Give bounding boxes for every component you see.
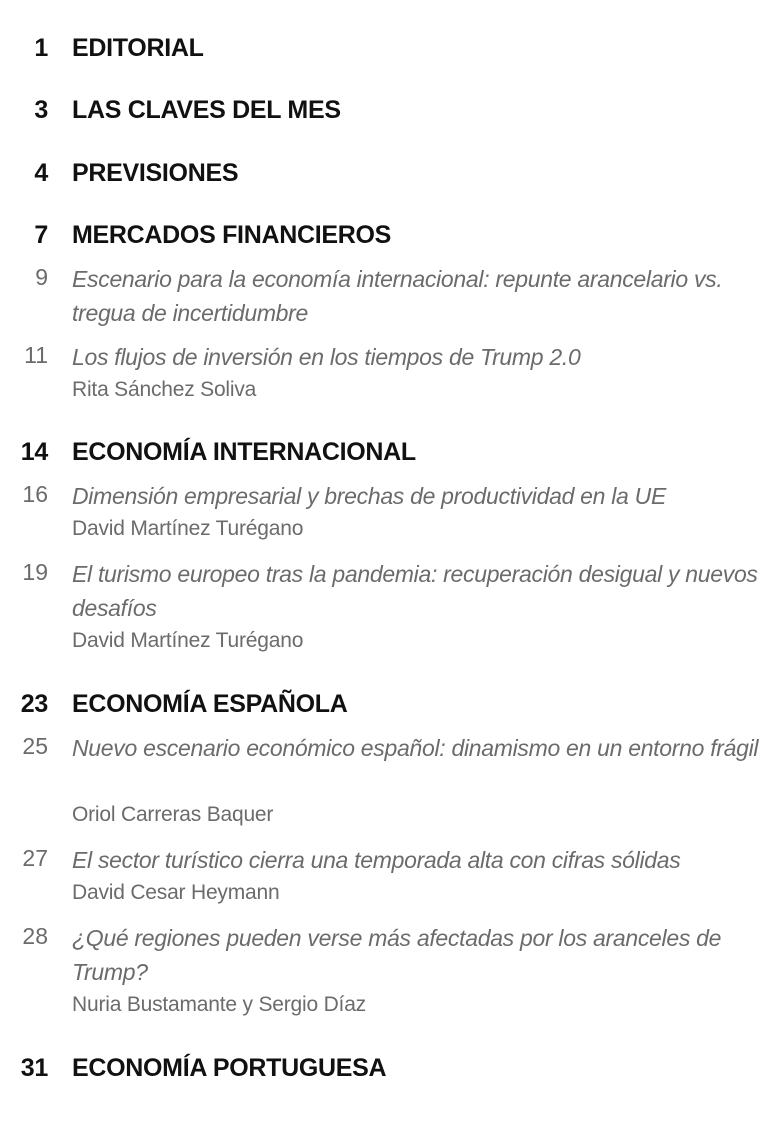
article-author: David Cesar Heymann	[72, 881, 280, 904]
article-title: El sector turístico cierra una temporada alta con cifras sólidas	[72, 847, 681, 873]
article-title: El turismo europeo tras la pandemia: recuperación desigual y nuevos desafíos	[72, 561, 758, 621]
article-page-number: 19	[22, 559, 48, 585]
section-page-number: 23	[20, 690, 48, 718]
article-page-number: 9	[35, 264, 48, 290]
article-author: Oriol Carreras Baquer	[72, 803, 274, 826]
article-page-number: 16	[22, 481, 48, 507]
article-title: Nuevo escenario económico español: dinamismo en un entorno frágil	[72, 735, 759, 761]
article-page-number: 25	[22, 733, 48, 759]
section-title: LAS CLAVES DEL MES	[72, 96, 341, 124]
article-page-number: 27	[22, 845, 48, 871]
article-author: David Martínez Turégano	[72, 517, 304, 540]
section-page-number: 7	[34, 221, 48, 249]
section-title: PREVISIONES	[72, 159, 239, 187]
section-page-number: 3	[34, 96, 48, 124]
article-title: Dimensión empresarial y brechas de productividad en la UE	[72, 483, 666, 509]
article-page-number: 28	[22, 923, 48, 949]
article-author: David Martínez Turégano	[72, 629, 304, 652]
section-title: ECONOMÍA ESPAÑOLA	[72, 690, 348, 718]
section-page-number: 1	[34, 34, 48, 62]
section-title: MERCADOS FINANCIEROS	[72, 221, 392, 249]
section-title: ECONOMÍA PORTUGUESA	[72, 1054, 387, 1082]
article-title: Escenario para la economía internacional: repunte arancelario vs. tregua de incertidumbre	[72, 266, 723, 326]
article-author: Nuria Bustamante y Sergio Díaz	[72, 993, 366, 1016]
article-page-number: 11	[24, 342, 48, 368]
article-author: Rita Sánchez Soliva	[72, 378, 257, 401]
article-title: Los flujos de inversión en los tiempos de Trump 2.0	[72, 344, 581, 370]
section-page-number: 4	[34, 159, 48, 187]
section-title: EDITORIAL	[72, 34, 204, 62]
section-page-number: 31	[20, 1054, 48, 1082]
article-title: ¿Qué regiones pueden verse más afectadas por los aranceles de Trump?	[72, 925, 722, 985]
section-page-number: 14	[20, 438, 48, 466]
section-title: ECONOMÍA INTERNACIONAL	[72, 438, 416, 466]
